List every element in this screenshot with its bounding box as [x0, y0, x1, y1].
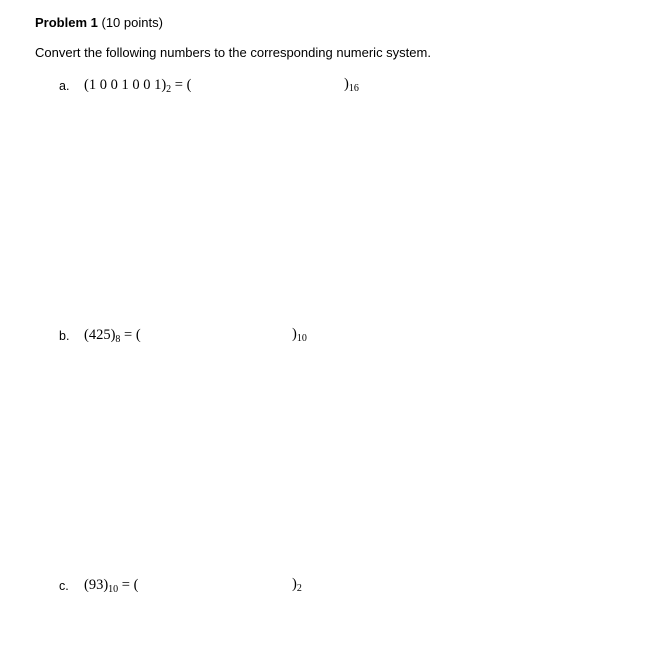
question-a-expression	[84, 76, 191, 94]
question-b-close-paren: )	[292, 326, 297, 342]
question-c-equals: = (	[118, 577, 139, 593]
question-a-from-base: 2	[166, 84, 172, 95]
question-c-label: c.	[59, 579, 69, 593]
question-c-from-base: 10	[108, 584, 119, 595]
problem-title: Problem 1	[35, 15, 98, 30]
question-a-number: (1 0 0 1 0 0 1)	[84, 77, 167, 93]
question-c-answer-close	[292, 575, 302, 593]
question-b	[0, 324, 666, 348]
question-c	[0, 574, 666, 598]
problem-points: (10 points)	[101, 15, 163, 30]
question-a-label: a.	[59, 79, 70, 93]
problem-instruction: Convert the following numbers to the corresponding numeric system.	[35, 45, 431, 60]
question-b-to-base: 10	[296, 333, 307, 344]
question-c-close-paren: )	[292, 576, 297, 592]
question-b-label: b.	[59, 329, 70, 343]
question-c-to-base: 2	[296, 583, 302, 594]
question-b-number: (425)	[84, 327, 116, 343]
question-b-answer-close	[292, 325, 307, 343]
question-b-from-base: 8	[115, 334, 121, 345]
question-a-to-base: 16	[348, 83, 359, 94]
question-a-close-paren: )	[344, 76, 349, 92]
question-b-expression	[84, 326, 141, 344]
question-b-equals: = (	[120, 327, 141, 343]
question-a-equals: = (	[171, 77, 192, 93]
question-c-number: (93)	[84, 577, 109, 593]
question-a-answer-close	[344, 75, 359, 93]
problem-heading	[35, 14, 163, 32]
question-a	[0, 74, 666, 98]
question-c-expression	[84, 576, 138, 594]
